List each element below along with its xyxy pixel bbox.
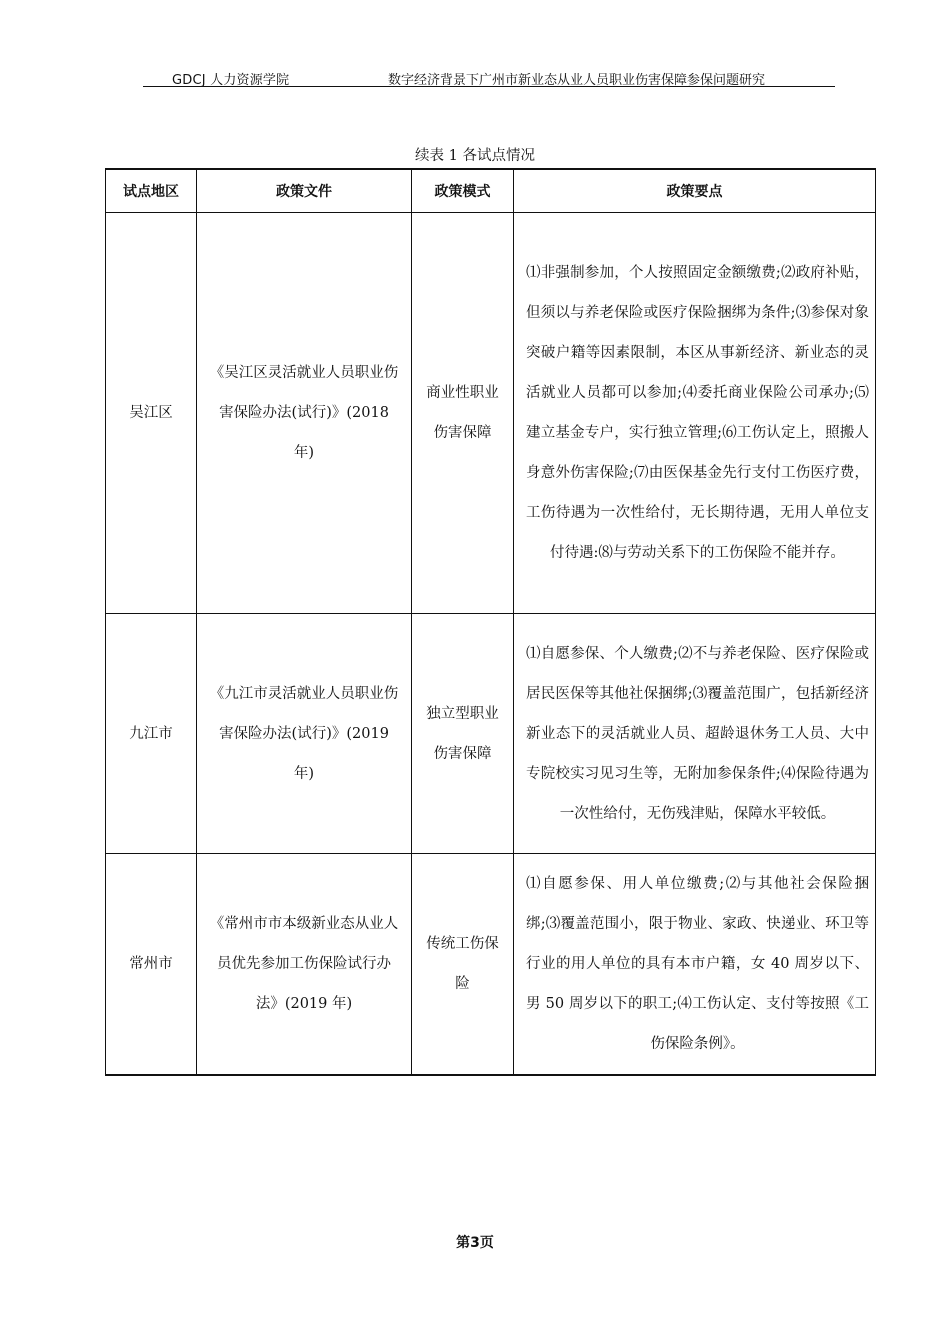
policy-mode-cell: 传统工伤保险 — [412, 854, 514, 1076]
policy-document-cell: 《常州市市本级新业态从业人员优先参加工伤保险试行办法》(2019 年) — [197, 854, 412, 1076]
policy-mode-cell: 独立型职业伤害保障 — [412, 614, 514, 854]
policy-document-cell: 《吴江区灵活就业人员职业伤害保险办法(试行)》(2018 年) — [197, 213, 412, 614]
table-caption: 续表 1 各试点情况 — [415, 148, 535, 164]
region-cell: 九江市 — [106, 614, 197, 854]
table-row — [106, 854, 876, 1076]
table-row — [106, 614, 876, 854]
header-right-title: 数字经济背景下广州市新业态从业人员职业伤害保障参保问题研究 — [388, 73, 766, 88]
region-cell: 常州市 — [106, 854, 197, 1076]
policy-points-cell: ⑴自愿参保、个人缴费;⑵不与养老保险、医疗保险或居民医保等其他社保捆绑;⑶覆盖范围广，包括新经济新业态下的灵活就业人员、超龄退休务工人员、大中专院校实习见习生等，无附加参保条件;⑷保险待遇为一次性给付，无伤残津贴，保障水平较低。 — [514, 614, 876, 854]
table-row — [106, 213, 876, 614]
column-header-points: 政策要点 — [514, 169, 876, 213]
table-header-row — [106, 169, 876, 213]
pilot-table — [105, 168, 876, 1076]
column-header-region: 试点地区 — [106, 169, 197, 213]
page-number: 第3页 — [456, 1235, 494, 1251]
column-header-mode: 政策模式 — [412, 169, 514, 213]
policy-mode-cell: 商业性职业伤害保障 — [412, 213, 514, 614]
region-cell: 吴江区 — [106, 213, 197, 614]
policy-document-cell: 《九江市灵活就业人员职业伤害保险办法(试行)》(2019 年) — [197, 614, 412, 854]
header-rule — [143, 86, 835, 87]
policy-points-cell: ⑴自愿参保、用人单位缴费;⑵与其他社会保险捆绑;⑶覆盖范围小，限于物业、家政、快递业、环卫等行业的用人单位的具有本市户籍，女 40 周岁以下、男 50 周岁以下的职工;⑷工伤认定、支付等按照《工伤保险条例》。 — [514, 854, 876, 1076]
policy-points-cell: ⑴非强制参加，个人按照固定金额缴费;⑵政府补贴，但须以与养老保险或医疗保险捆绑为条件;⑶参保对象突破户籍等因素限制，本区从事新经济、新业态的灵活就业人员都可以参加;⑷委托商业保险公司承办;⑸建立基金专户，实行独立管理;⑹工伤认定上，照搬人身意外伤害保险;⑺由医保基金先行支付工伤医疗费，工伤待遇为一次性给付，无长期待遇，无用人单位支付待遇:⑻与劳动关系下的工伤保险不能并存。 — [514, 213, 876, 614]
header-left-text: GDCJ 人力资源学院 — [172, 73, 290, 88]
column-header-document: 政策文件 — [197, 169, 412, 213]
